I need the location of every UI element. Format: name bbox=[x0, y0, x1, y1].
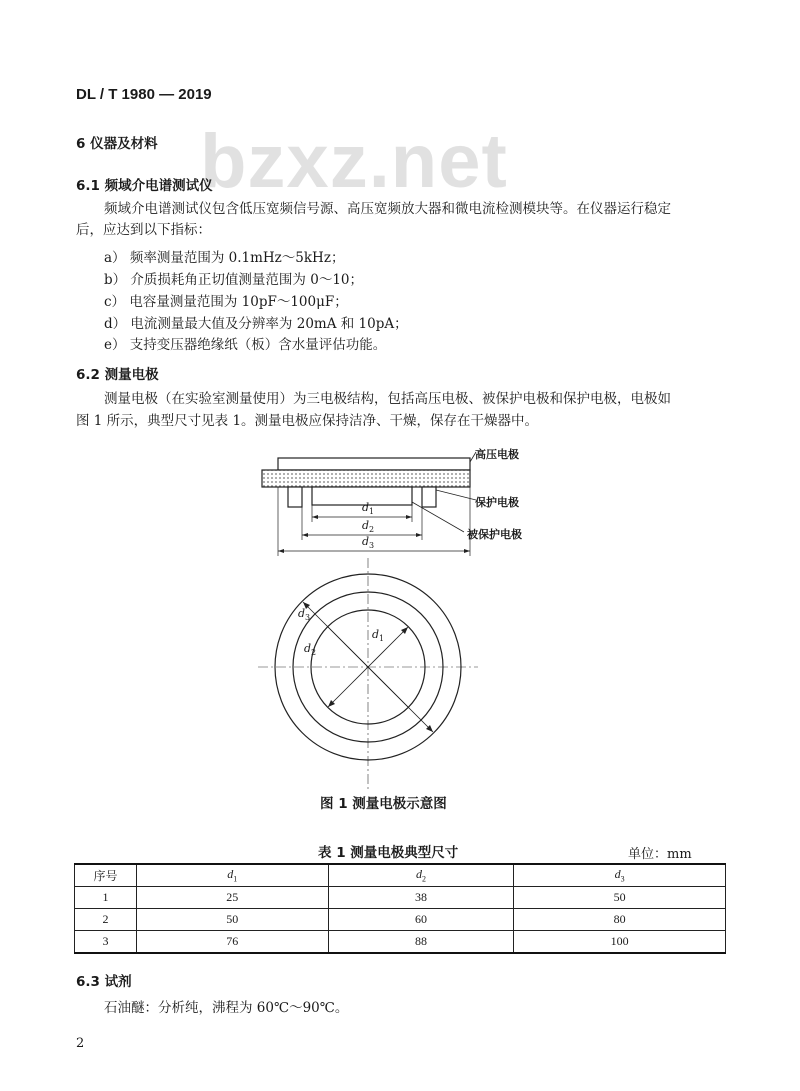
section-6-1-para-line2: 后，应达到以下指标： bbox=[76, 222, 211, 238]
electrode-dimensions-table bbox=[74, 863, 726, 954]
section-6-2-title: 6.2 测量电极 bbox=[76, 367, 159, 383]
spec-item-d: d） 电流测量最大值及分辨率为 20mA 和 10pA； bbox=[104, 316, 408, 332]
cell: 38 bbox=[328, 887, 514, 909]
dim-label-d2-section: $d_2$ bbox=[362, 519, 375, 535]
insulation-sample bbox=[262, 470, 470, 487]
spec-item-b: b） 介质损耗角正切值测量范围为 0～10； bbox=[104, 272, 363, 288]
cell: 25 bbox=[136, 887, 328, 909]
cell: 88 bbox=[328, 931, 514, 954]
guard-electrode-left bbox=[288, 487, 302, 507]
page-number: 2 bbox=[76, 1036, 85, 1051]
header-d3: $d_3$ bbox=[514, 864, 726, 887]
table-row bbox=[75, 909, 726, 931]
section-6-1-title: 6.1 频域介电谱测试仪 bbox=[76, 178, 213, 194]
spec-item-a: a） 频率测量范围为 0.1mHz～5kHz； bbox=[104, 250, 345, 266]
cell: 80 bbox=[514, 909, 726, 931]
cell: 50 bbox=[136, 909, 328, 931]
table-row bbox=[75, 931, 726, 954]
table-caption: 表 1 测量电极典型尺寸 bbox=[318, 845, 459, 861]
document-code: DL / T 1980 — 2019 bbox=[76, 86, 212, 103]
cell: 1 bbox=[75, 887, 137, 909]
spec-item-e: e） 支持变压器绝缘纸（板）含水量评估功能。 bbox=[104, 337, 387, 353]
electrode-plan-view bbox=[258, 558, 478, 790]
cell: 76 bbox=[136, 931, 328, 954]
section-6-3-title: 6.3 试剂 bbox=[76, 974, 132, 990]
section-6-2-para-line1: 测量电极（在实验室测量使用）为三电极结构，包括高压电极、被保护电极和保护电极，电极如 bbox=[104, 391, 671, 407]
guard-electrode-right bbox=[422, 487, 436, 507]
section-6-3-text: 石油醚：分析纯，沸程为 60℃～90℃。 bbox=[104, 1000, 349, 1016]
section-6-1-para-line1: 频域介电谱测试仪包含低压宽频信号源、高压宽频放大器和微电流检测模块等。在仪器运行稳定 bbox=[104, 201, 671, 217]
cell: 100 bbox=[514, 931, 726, 954]
cell: 3 bbox=[75, 931, 137, 954]
watermark: bzxz.net bbox=[200, 119, 508, 204]
section-6-2-para-line2: 图 1 所示，典型尺寸见表 1。测量电极应保持洁净、干燥，保存在干燥器中。 bbox=[76, 413, 539, 429]
label-guarded-electrode: 被保护电极 bbox=[467, 528, 522, 541]
cell: 50 bbox=[514, 887, 726, 909]
table-unit: 单位：mm bbox=[628, 847, 692, 862]
dim-label-d2-plan: $d_2$ bbox=[304, 642, 317, 658]
table-row bbox=[75, 887, 726, 909]
section-6-title: 6 仪器及材料 bbox=[76, 136, 158, 152]
header-seq: 序号 bbox=[75, 864, 137, 887]
dim-label-d1-section: $d_1$ bbox=[362, 501, 375, 517]
cell: 2 bbox=[75, 909, 137, 931]
dim-label-d1-plan: $d_1$ bbox=[372, 628, 385, 644]
label-guard-electrode: 保护电极 bbox=[475, 496, 519, 509]
label-hv-electrode: 高压电极 bbox=[475, 448, 519, 461]
dim-label-d3-plan: $d_3$ bbox=[298, 607, 311, 623]
header-d2: $d_2$ bbox=[328, 864, 514, 887]
cell: 60 bbox=[328, 909, 514, 931]
header-d1: $d_1$ bbox=[136, 864, 328, 887]
hv-electrode-plate bbox=[278, 458, 470, 470]
table-header-row bbox=[75, 864, 726, 887]
dim-label-d3-section: $d_3$ bbox=[362, 535, 375, 551]
spec-item-c: c） 电容量测量范围为 10pF～100μF； bbox=[104, 294, 348, 310]
figure-caption: 图 1 测量电极示意图 bbox=[320, 796, 447, 812]
